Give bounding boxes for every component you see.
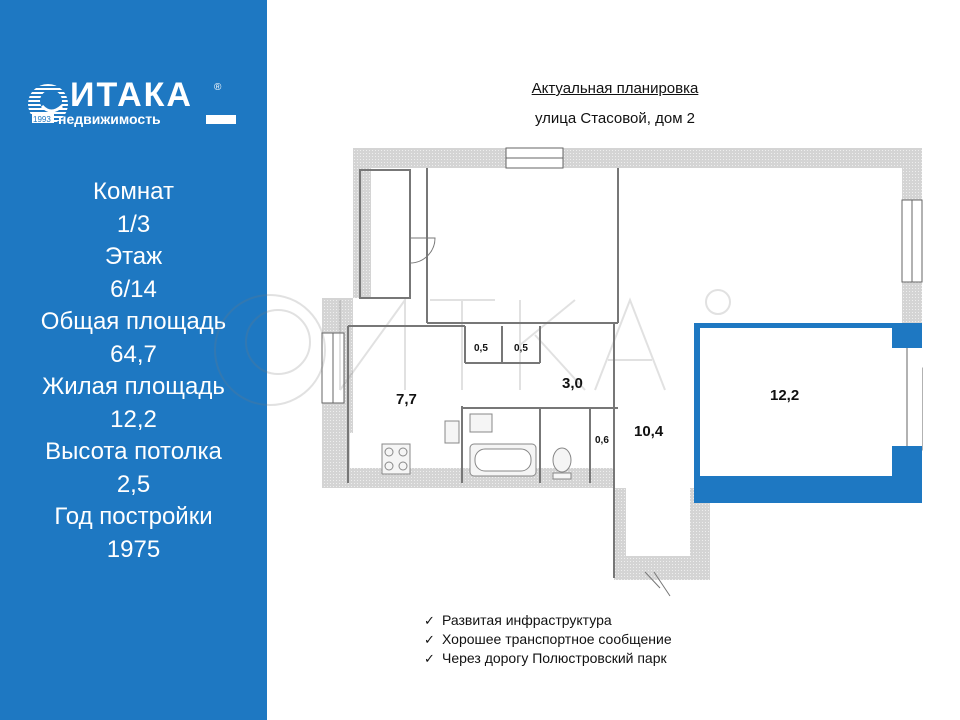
features-list: [424, 611, 672, 668]
rooms-label: Комнат: [93, 178, 174, 205]
floor-value: 6/14: [110, 275, 157, 303]
logo-name: ИТАКА: [70, 76, 193, 114]
ceiling-height-value: 2,5: [116, 470, 151, 498]
toilet-icon: [553, 448, 571, 479]
checkmark-icon: ✓: [424, 651, 435, 666]
logo-year: 1993: [33, 115, 51, 124]
hall-area-label: 3,0: [562, 375, 583, 392]
feature-text: Хорошее транспортное сообщение: [442, 631, 672, 647]
living-area-value: 12,2: [110, 405, 157, 433]
sink-icon: [445, 414, 492, 443]
total-area-value: 64,7: [110, 340, 157, 368]
living-area-label: Жилая площадь: [42, 373, 225, 400]
feature-item: [424, 649, 672, 668]
feature-item: [424, 611, 672, 630]
closet-2-area-label: 0,5: [514, 343, 528, 354]
bathtub-icon: [470, 444, 536, 476]
ceiling-height-label: Высота потолка: [45, 438, 222, 465]
storage-area-label: 0,6: [595, 435, 609, 446]
logo-registered-mark: ®: [214, 82, 222, 93]
plan-title: Актуальная планировка: [531, 80, 699, 97]
rooms-value: 1/3: [116, 210, 151, 238]
plan-address: улица Стасовой, дом 2: [534, 110, 696, 127]
checkmark-icon: ✓: [424, 613, 435, 628]
info-sidebar: [0, 0, 267, 720]
room-area-label: 12,2: [770, 387, 800, 404]
interior-walls: [348, 168, 618, 578]
closet-1-area-label: 0,5: [474, 343, 488, 354]
feature-text: Развитая инфраструктура: [442, 612, 612, 628]
corridor-area-label: 10,4: [634, 423, 664, 440]
build-year-value: 1975: [106, 535, 161, 563]
floor-label: Этаж: [104, 243, 163, 270]
logo-subtitle: недвижимость: [58, 111, 161, 127]
build-year-label: Год постройки: [54, 503, 213, 530]
feature-text: Через дорогу Полюстровский парк: [442, 650, 667, 666]
floor-plan: [300, 138, 930, 608]
stove-icon: [382, 444, 410, 474]
apartment-info: [0, 176, 267, 566]
room-highlight: [694, 323, 922, 503]
checkmark-icon: ✓: [424, 632, 435, 647]
total-area-label: Общая площадь: [40, 308, 227, 335]
plan-heading: [470, 78, 760, 130]
itaka-logo: [24, 76, 244, 132]
feature-item: [424, 630, 672, 649]
kitchen-area-label: 7,7: [396, 391, 417, 408]
